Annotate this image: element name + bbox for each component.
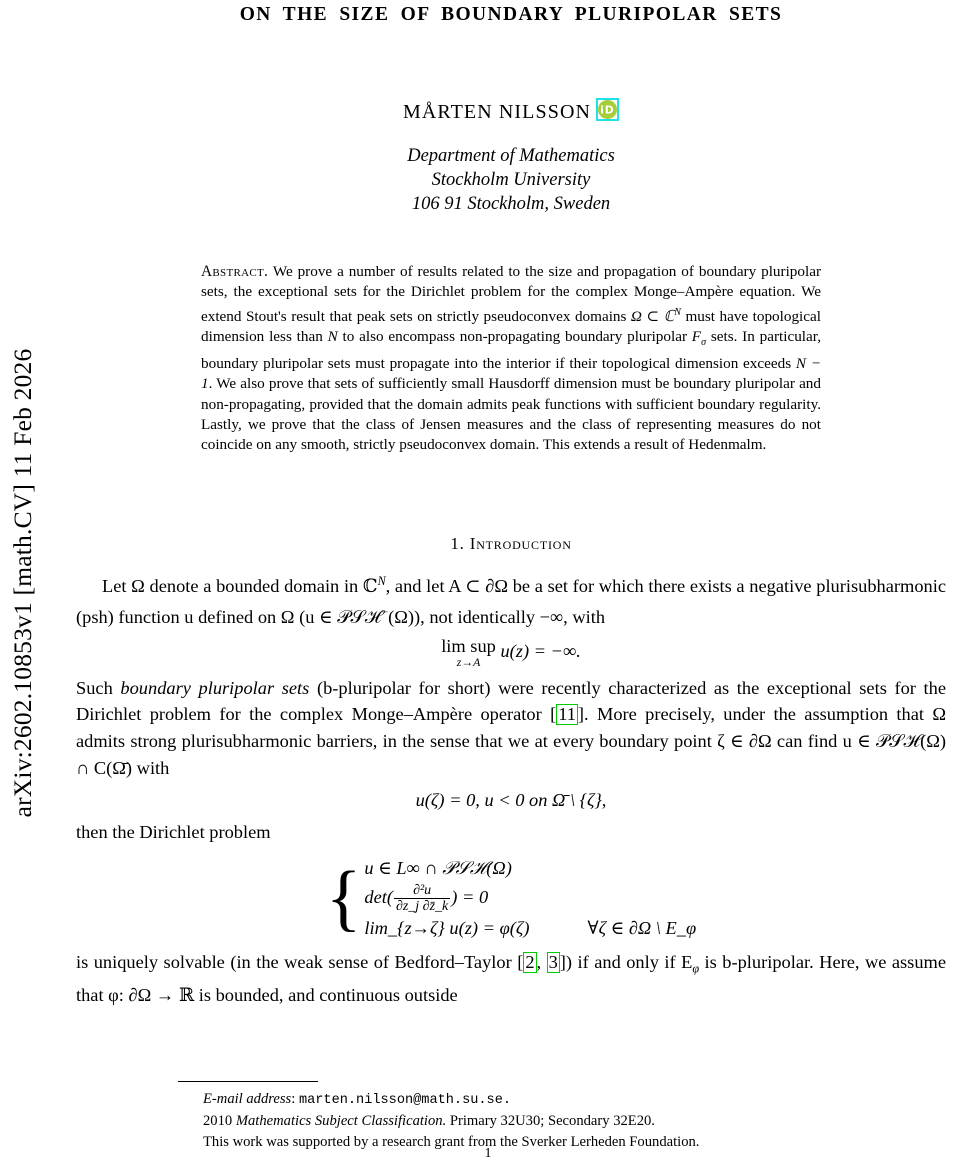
citation-separator: , (536, 952, 547, 973)
abstract-math-sigma: σ (701, 337, 707, 349)
footnote-msc (203, 1111, 945, 1132)
p3-text: then the Dirichlet problem (76, 822, 271, 843)
p2-text-b: (b-pluripolar for short) were recently characterized as the exceptional sets for the Dirichlet problem for the complex Monge–Ampère operator (76, 677, 946, 725)
orcid-link[interactable] (596, 98, 619, 121)
abstract-math-n: N (327, 328, 338, 346)
fraction-denominator: ∂z_j ∂z̄_k (395, 899, 449, 915)
section-number: 1. (450, 533, 465, 553)
page-content (46, 0, 976, 1165)
case-row-3-condition: ∀ζ ∈ ∂Ω \ E_φ (587, 918, 697, 939)
case-row-3-limit: lim_{z→ζ} u(z) = φ(ζ) (364, 918, 530, 939)
limsup-expression: u(z) = −∞. (500, 641, 581, 662)
footnote-msc-year: 2010 (203, 1113, 236, 1129)
partial-derivative-fraction (394, 883, 450, 914)
affiliation-line-3: 106 91 Stockholm, Sweden (411, 194, 611, 214)
abstract-text-3: to also encompass non-propagating boundary pluripolar (337, 328, 692, 346)
affiliation-line-2: Stockholm University (431, 170, 591, 190)
arxiv-stamp-text: arXiv:2602.10853v1 [math.CV] 11 Feb 2026 (8, 348, 37, 817)
footnote-rule (178, 1081, 318, 1082)
footnote-grant: This work was supported by a research grant from the Sverker Lerheden Foundation. (203, 1134, 700, 1150)
paragraph-2: Such boundary pluripolar sets (b-pluripolar for short) were recently characterized as the exceptional sets for the Dirichlet problem for the complex Monge–Ampère operator [ 11 ]. More precisely, under the assumption that Ω admits strong plurisubharmonic barriers, in the sense that we at every boundary point ζ ∈ ∂Ω can find u ∈ 𝒫𝒮ℋ(Ω) ∩ C(Ω̄) with (76, 677, 947, 778)
cases-group (326, 854, 696, 943)
p2-text-c: . More precisely, under the assumption that Ω admits strong plurisubharmonic barriers, in the sense that we at every boundary point ζ ∈ ∂Ω can find u ∈ 𝒫𝒮ℋ(Ω) ∩ C(Ω̄) with (76, 704, 947, 778)
footnote-email (203, 1089, 945, 1111)
footnote-msc-value: Primary 32U30; Secondary 32E20. (446, 1113, 655, 1129)
case-row-2-pre: det( (364, 886, 393, 907)
equation-peak-text: u(ζ) = 0, u < 0 on Ω̄ \ {ζ}, (415, 790, 607, 811)
page-title: ON THE SIZE OF BOUNDARY PLURIPOLAR SETS (239, 4, 783, 25)
section-heading (46, 534, 976, 554)
cases-rows (364, 854, 696, 943)
p1-text-a: Let Ω denote a bounded domain in ℂ (102, 575, 378, 596)
arxiv-stamp (0, 0, 46, 1165)
paragraph-4: is uniquely solvable (in the weak sense of Bedford–Taylor [ 2 , 3 ]) if and only if $E_\varphi$ is b-pluripolar. Here, we assume that φ: ∂Ω → ℝ is bounded, and continuous outside (76, 952, 947, 1006)
case-row-2-post: ) = 0 (451, 886, 489, 907)
citation-link-3[interactable]: 3 (548, 952, 558, 973)
author-name: MÅRTEN NILSSON (402, 101, 592, 123)
affiliation-block (46, 144, 976, 216)
equation-limsup (76, 637, 946, 669)
abstract-text-1: We prove a number of results related to the size and propagation of boundary pluripolar sets, the exceptional sets for the Dirichlet problem for the complex Monge–Ampère equation. We extend Stout's result that peak sets on strictly pseudoconvex domains (201, 263, 821, 325)
p1-exponent-n: N (377, 573, 386, 588)
citation-link-2[interactable]: 2 (525, 952, 535, 973)
abstract-text-5: . We also prove that sets of sufficiently small Hausdorff dimension must be boundary pluripolar and non-propagating, provided that the domain admits peak functions with sufficient boundary regularity. Lastly, we prove that the class of Jensen measures and the class of representing measures do not coincide on any smooth, strictly pseudoconvex domain. This extends a result of Hedenmalm. (201, 375, 821, 454)
paragraph-3 (76, 819, 946, 846)
p2-text-a: Such (76, 677, 121, 698)
p1-text-c: (Ω)), not identically −∞, with (388, 607, 606, 628)
abstract-text-2: must have topological dimension less than (201, 307, 821, 346)
paragraph-1 (76, 568, 946, 631)
footnote-msc-label: Mathematics Subject Classification. (235, 1113, 447, 1129)
orcid-icon (598, 100, 617, 119)
footnote-block (185, 1089, 945, 1153)
p4-text-c: is b-pluripolar. Here, we assume that φ: ∂Ω → ℝ is bounded, and continuous outside (76, 952, 947, 1006)
page-number: 1 (484, 1146, 492, 1161)
body-text (76, 568, 946, 1009)
p1-text-b: , and let A ⊂ ∂Ω be a set for which there exists a negative plurisubharmonic (psh) function u defined on Ω (u ∈ 𝒫𝒮ℋ (76, 575, 946, 628)
abstract-math-omega-cn: Ω ⊂ ℂ (630, 307, 675, 325)
author-line (46, 98, 976, 124)
case-row-1: u ∈ L∞ ∩ 𝒫𝒮ℋ(Ω) (364, 857, 512, 878)
abstract-math-n-minus-1: N − 1 (201, 354, 821, 393)
footnote-email-colon: : (291, 1091, 299, 1107)
abstract-label: Abstract. (201, 263, 269, 280)
equation-dirichlet-system (76, 854, 946, 943)
section-name: Introduction (469, 533, 572, 553)
fraction-numerator: ∂²u (394, 883, 450, 899)
footnote-email-label: E-mail address (203, 1091, 292, 1107)
p4-subscript-phi: φ (692, 961, 700, 976)
abstract-math-n-exponent: N (674, 306, 681, 318)
equation-peak-conditions (76, 787, 946, 813)
abstract-text-4: sets. In particular, boundary pluripolar sets must propagate into the interior if their topological dimension exceeds (201, 328, 821, 372)
limsup-main: lim sup (441, 636, 496, 657)
left-brace: { (325, 857, 362, 940)
abstract-math-f: F (691, 328, 702, 346)
case-row-3 (364, 914, 696, 943)
p1-superscript-minus: − (381, 605, 389, 620)
limsup-subscript: z→A (456, 655, 481, 669)
svg-text:iD: iD (600, 104, 615, 117)
p4-text-a: is uniquely solvable (in the weak sense of Bedford–Taylor (76, 952, 518, 973)
p4-text-b: ) if and only if E (565, 952, 693, 973)
citation-link-11[interactable]: 11 (558, 704, 576, 725)
limsup-operator (441, 637, 496, 669)
footnote-email-value: marten.nilsson@math.su.se. (298, 1093, 512, 1108)
case-row-2 (364, 883, 696, 914)
affiliation-line-1: Department of Mathematics (407, 146, 615, 166)
p2-italic-term: boundary pluripolar sets (120, 677, 310, 698)
abstract-block (201, 262, 821, 456)
